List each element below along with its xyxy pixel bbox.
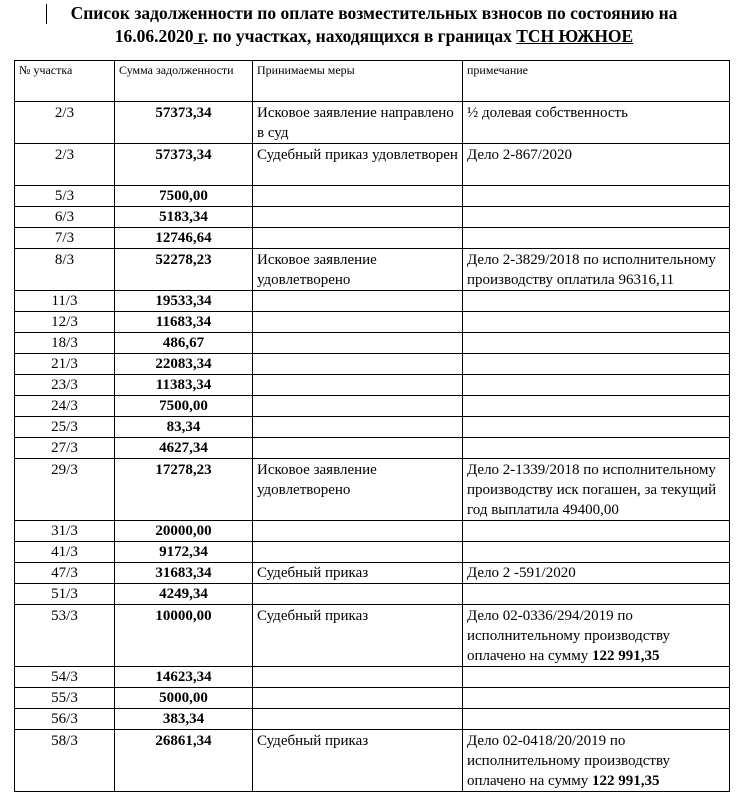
plot-number-cell: 27/3	[15, 438, 115, 459]
title-line-1: Список задолженности по оплате возместительных взносов по состоянию на	[70, 3, 678, 23]
measures-cell: Судебный приказ	[253, 605, 463, 667]
measures-cell	[253, 667, 463, 688]
measures-cell	[253, 186, 463, 207]
measures-cell	[253, 333, 463, 354]
measures-cell	[253, 396, 463, 417]
table-row	[15, 709, 730, 730]
plot-number-cell: 7/3	[15, 228, 115, 249]
debt-sum-cell: 52278,23	[115, 249, 253, 291]
plot-number-cell: 31/3	[15, 521, 115, 542]
debt-sum-cell: 486,67	[115, 333, 253, 354]
note-cell	[463, 144, 730, 186]
note-text: Дело 02-0418/20/2019 по исполнительному производству оплачено на сумму	[467, 733, 671, 789]
plot-number-cell: 21/3	[15, 354, 115, 375]
debt-sum-cell: 11383,34	[115, 375, 253, 396]
measures-cell	[253, 312, 463, 333]
note-cell	[463, 584, 730, 605]
note-text: Дело 2 -591/2020	[467, 565, 576, 581]
note-cell	[463, 249, 730, 291]
note-cell	[463, 291, 730, 312]
table-row	[15, 417, 730, 438]
measures-cell	[253, 709, 463, 730]
note-cell	[463, 563, 730, 584]
table-row	[15, 563, 730, 584]
debt-sum-cell: 9172,34	[115, 542, 253, 563]
debt-sum-cell: 5000,00	[115, 688, 253, 709]
table-row	[15, 584, 730, 605]
title-org: ТСН ЮЖНОЕ	[516, 26, 634, 46]
debt-sum-cell: 7500,00	[115, 186, 253, 207]
debt-sum-cell: 17278,23	[115, 459, 253, 521]
debt-table	[14, 60, 730, 792]
table-row	[15, 102, 730, 144]
measures-cell: Исковое заявление удовлетворено	[253, 249, 463, 291]
table-row	[15, 144, 730, 186]
plot-number-cell: 2/3	[15, 102, 115, 144]
debt-sum-cell: 4249,34	[115, 584, 253, 605]
debt-sum-cell: 26861,34	[115, 730, 253, 792]
note-text: ½ долевая собственность	[467, 105, 628, 121]
note-text: Дело 2-1339/2018 по исполнительному производству иск погашен, за текущий год выплатила 49400,00	[467, 462, 717, 518]
header-plot-number: № участка	[15, 61, 115, 102]
document-title	[14, 2, 734, 48]
plot-number-cell: 18/3	[15, 333, 115, 354]
measures-cell	[253, 354, 463, 375]
measures-cell	[253, 584, 463, 605]
debt-sum-cell: 83,34	[115, 417, 253, 438]
debt-sum-cell: 7500,00	[115, 396, 253, 417]
note-cell	[463, 312, 730, 333]
header-measures: Принимаемы меры	[253, 61, 463, 102]
note-paid-amount: 122 991,35	[591, 773, 660, 789]
measures-cell: Исковое заявление направлено в суд	[253, 102, 463, 144]
plot-number-cell: 6/3	[15, 207, 115, 228]
plot-number-cell: 12/3	[15, 312, 115, 333]
table-row	[15, 333, 730, 354]
measures-cell	[253, 438, 463, 459]
plot-number-cell: 8/3	[15, 249, 115, 291]
plot-number-cell: 41/3	[15, 542, 115, 563]
debt-sum-cell: 12746,64	[115, 228, 253, 249]
plot-number-cell: 5/3	[15, 186, 115, 207]
debt-sum-cell: 31683,34	[115, 563, 253, 584]
title-middle: . по участках, находящихся в границах	[203, 26, 517, 46]
note-cell	[463, 354, 730, 375]
measures-cell: Судебный приказ	[253, 563, 463, 584]
plot-number-cell: 58/3	[15, 730, 115, 792]
table-row	[15, 375, 730, 396]
header-debt-sum: Сумма задолженности	[115, 61, 253, 102]
plot-number-cell: 29/3	[15, 459, 115, 521]
note-cell	[463, 333, 730, 354]
table-row	[15, 186, 730, 207]
table-row	[15, 438, 730, 459]
note-text: Дело 02-0336/294/2019 по исполнительному производству оплачено на сумму	[467, 608, 671, 664]
plot-number-cell: 47/3	[15, 563, 115, 584]
note-cell	[463, 730, 730, 792]
table-row	[15, 249, 730, 291]
table-row	[15, 312, 730, 333]
table-row	[15, 396, 730, 417]
table-row	[15, 667, 730, 688]
debt-sum-cell: 10000,00	[115, 605, 253, 667]
header-note: примечание	[463, 61, 730, 102]
note-text: Дело 2-3829/2018 по исполнительному производству оплатила 96316,11	[467, 252, 716, 288]
debt-sum-cell: 20000,00	[115, 521, 253, 542]
debt-sum-cell: 11683,34	[115, 312, 253, 333]
title-line-2	[14, 25, 734, 48]
title-year-abbrev: г	[193, 26, 204, 46]
note-cell	[463, 688, 730, 709]
note-paid-amount: 122 991,35	[591, 648, 660, 664]
measures-cell	[253, 375, 463, 396]
debt-sum-cell: 14623,34	[115, 667, 253, 688]
note-cell	[463, 605, 730, 667]
measures-cell	[253, 228, 463, 249]
table-row	[15, 542, 730, 563]
note-cell	[463, 542, 730, 563]
plot-number-cell: 11/3	[15, 291, 115, 312]
measures-cell	[253, 542, 463, 563]
plot-number-cell: 25/3	[15, 417, 115, 438]
table-row	[15, 228, 730, 249]
plot-number-cell: 24/3	[15, 396, 115, 417]
table-row	[15, 605, 730, 667]
measures-cell: Исковое заявление удовлетворено	[253, 459, 463, 521]
measures-cell	[253, 207, 463, 228]
plot-number-cell: 55/3	[15, 688, 115, 709]
note-cell	[463, 207, 730, 228]
debt-sum-cell: 57373,34	[115, 102, 253, 144]
table-row	[15, 291, 730, 312]
plot-number-cell: 23/3	[15, 375, 115, 396]
plot-number-cell: 56/3	[15, 709, 115, 730]
measures-cell	[253, 291, 463, 312]
note-text: Дело 2-867/2020	[467, 147, 572, 163]
table-row	[15, 688, 730, 709]
debt-sum-cell: 22083,34	[115, 354, 253, 375]
measures-cell	[253, 521, 463, 542]
note-cell	[463, 375, 730, 396]
debt-sum-cell: 57373,34	[115, 144, 253, 186]
text-cursor	[46, 4, 47, 24]
table-row	[15, 207, 730, 228]
measures-cell	[253, 688, 463, 709]
measures-cell	[253, 417, 463, 438]
note-cell	[463, 667, 730, 688]
debt-sum-cell: 19533,34	[115, 291, 253, 312]
title-date: 16.06.2020	[114, 26, 194, 46]
note-cell	[463, 438, 730, 459]
note-cell	[463, 228, 730, 249]
note-cell	[463, 396, 730, 417]
measures-cell: Судебный приказ удовлетворен	[253, 144, 463, 186]
note-cell	[463, 521, 730, 542]
table-row	[15, 730, 730, 792]
plot-number-cell: 2/3	[15, 144, 115, 186]
plot-number-cell: 53/3	[15, 605, 115, 667]
table-row	[15, 459, 730, 521]
plot-number-cell: 51/3	[15, 584, 115, 605]
debt-sum-cell: 5183,34	[115, 207, 253, 228]
note-cell	[463, 709, 730, 730]
debt-sum-cell: 383,34	[115, 709, 253, 730]
note-cell	[463, 102, 730, 144]
table-body	[15, 102, 730, 792]
note-cell	[463, 459, 730, 521]
measures-cell: Судебный приказ	[253, 730, 463, 792]
plot-number-cell: 54/3	[15, 667, 115, 688]
table-header-row	[15, 61, 730, 102]
table-row	[15, 521, 730, 542]
debt-sum-cell: 4627,34	[115, 438, 253, 459]
note-cell	[463, 417, 730, 438]
table-row	[15, 354, 730, 375]
note-cell	[463, 186, 730, 207]
